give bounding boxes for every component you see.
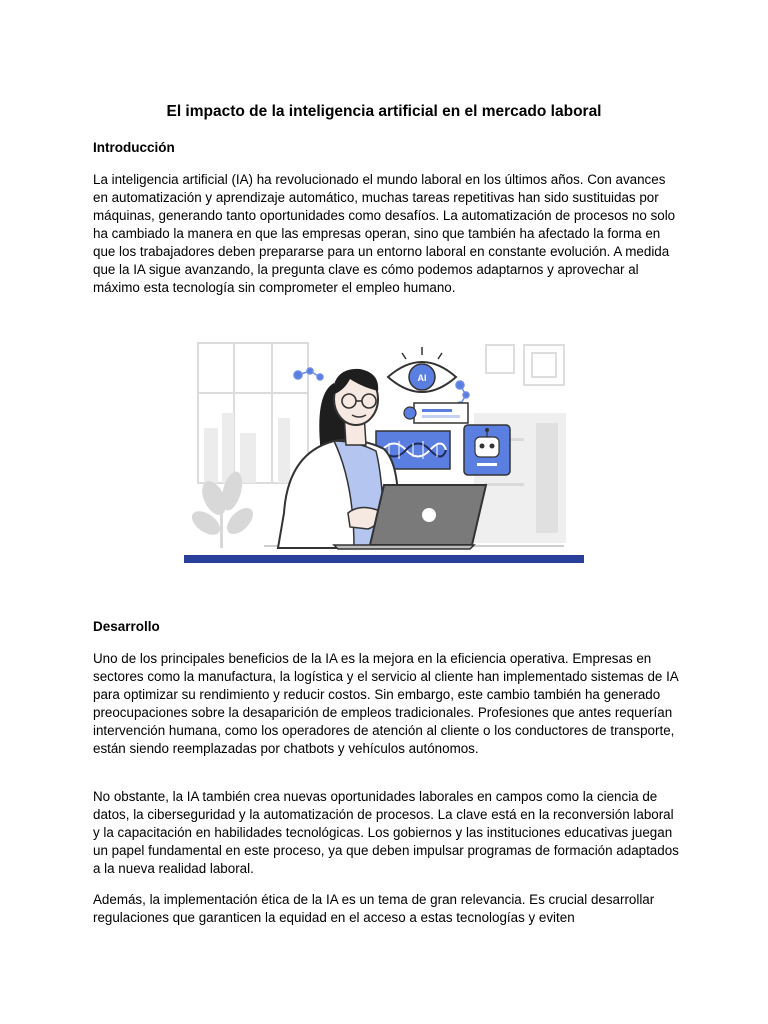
intro-paragraph: La inteligencia artificial (IA) ha revolucionado el mundo laboral en los últimos años. Con avances en automatización y aprendizaje automático, muchas tareas repetitivas han sido sustituidas por máquinas, generando tanto oportunidades como desafíos. La automatización de procesos no solo ha cambiado la manera en que las empresas operan, sino que también ha afectado la forma en que los trabajadores deben prepararse para un entorno laboral en constante evolución. A medida que la IA sigue avanzando, la pregunta clave es cómo podemos adaptarnos y aprovechar al máximo esta tecnología sin comprometer el empleo humano. — [93, 172, 676, 295]
development-paragraph-3: Además, la implementación ética de la IA es un tema de gran relevancia. Es crucial desarrollar regulaciones que garanticen la equidad en el acceso a estas tecnologías y eviten — [93, 892, 655, 925]
document-title: El impacto de la inteligencia artificial en el mercado laboral — [166, 103, 602, 120]
ai-work-illustration — [184, 333, 584, 563]
wall-frames — [486, 345, 564, 385]
intro-heading: Introducción — [93, 140, 175, 155]
ai-eye-icon — [388, 347, 456, 392]
city-skyline — [204, 413, 290, 483]
development-heading: Desarrollo — [93, 619, 160, 634]
checklist-card-icon — [404, 403, 468, 423]
ai-eye-badge: AI — [417, 373, 427, 383]
robot-card-icon — [464, 425, 510, 475]
illustration-bottom-bar — [184, 555, 584, 563]
development-paragraph-2: No obstante, la IA también crea nuevas oportunidades laborales en campos como la ciencia de datos, la ciberseguridad y la automatización de procesos. La clave está en la reconversión laboral y la capacitación en habilidades tecnológicas. Los gobiernos y las instituciones educativas juegan un papel fundamental en este proceso, ya que deben impulsar programas de formación adaptados a la nueva realidad laboral. — [93, 789, 679, 876]
development-paragraph-1: Uno de los principales beneficios de la IA es la mejora en la eficiencia operativa. Empresas en sectores como la manufactura, la logística y el servicio al cliente han implementado sistemas de IA para optimizar su rendimiento y reducir costos. Sin embargo, este cambio también ha generado preocupaciones sobre la desaparición de empleos tradicionales. Profesiones que antes requerían intervención humana, como los operadores de atención al cliente o los conductores de transporte, están siendo reemplazadas por chatbots y vehículos autónomos. — [93, 651, 679, 756]
